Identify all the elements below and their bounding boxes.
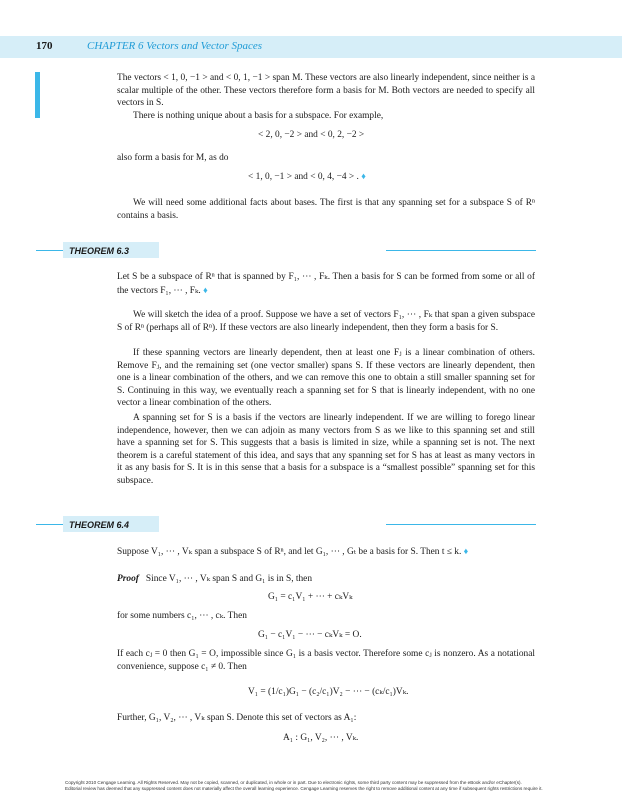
proof-label: Proof: [117, 574, 139, 584]
equation-equals-zero: G₁ − c₁V₁ − ⋯ − cₖVₖ = O.: [258, 630, 362, 640]
paragraph-not-unique: There is nothing unique about a basis for a subspace. For example,: [133, 111, 384, 121]
theorem-6-3-statement: Let S be a subspace of Rⁿ that is spanned by F₁, ⋯ , Fₖ. Then a basis for S can be formed from some or all of the vectors F₁, ⋯ , Fₖ. ♦: [117, 272, 535, 296]
equation-v1-solved: V₁ = (1/c₁)G₁ − (c₂/c₁)V₂ − ⋯ − (cₖ/c₁)Vₖ.: [248, 687, 409, 697]
paragraph-basis-m: The vectors < 1, 0, −1 > and < 0, 1, −1 > span M. These vectors are also linearly independent, since neither is a scalar multiple of the other. These vectors therefore form a basis for M. Both vectors are needed to specify all vectors in S.: [117, 73, 535, 109]
equation-example-basis: < 2, 0, −2 > and < 0, 2, −2 >: [258, 130, 365, 140]
chapter-title: CHAPTER 6 Vectors and Vector Spaces: [87, 40, 263, 52]
theorem-rule-left: [36, 250, 64, 251]
end-theorem-icon: ♦: [203, 284, 208, 295]
paragraph-some-numbers: for some numbers c₁, ⋯ , cₖ. Then: [117, 611, 247, 621]
end-example-icon: ♦: [361, 171, 366, 181]
paragraph-if-each: If each cⱼ = 0 then G₁ = O, impossible since G₁ is a basis vector. Therefore some cⱼ is nonzero. As a notational convenience, suppose c₁ ≠ 0. Then: [117, 649, 535, 672]
paragraph-dependent: If these spanning vectors are linearly dependent, then at least one Fⱼ is a linear combination of others. Remove Fⱼ, and the remaining set (one vector smaller) spans S. If these vectors are linearly dependent, then one is a linear combination of the others, and we can remove this one to obtain a still smaller spanning set for S. Continuing in this way, we eventually reach a spanning set for S that is linearly independent, with no one vector a linear combination of the others.: [117, 348, 535, 409]
paragraph-further: Further, G₁, V₂, ⋯ , Vₖ span S. Denote this set of vectors as A₁:: [117, 713, 357, 723]
paragraph-also-form: also form a basis for M, as do: [117, 153, 229, 163]
theorem-rule-left: [36, 524, 64, 525]
paragraph-proof-sketch: We will sketch the idea of a proof. Suppose we have a set of vectors F₁, ⋯ , Fₖ that span a given subspace S of Rⁿ (perhaps all of Rⁿ). If these vectors are also linearly independent, then they form a basis for S.: [117, 310, 535, 333]
equation-set-a1: A₁ : G₁, V₂, ⋯ , Vₖ.: [283, 733, 359, 743]
paragraph-additional-facts: We will need some additional facts about bases. The first is that any spanning set for a subspace S of Rⁿ contains a basis.: [117, 198, 535, 221]
margin-marker: [35, 72, 40, 118]
theorem-rule-right: [386, 250, 536, 251]
theorem-6-3-label: THEOREM 6.3: [69, 246, 130, 256]
theorem-6-4-statement: Suppose V₁, ⋯ , Vₖ span a subspace S of Rⁿ, and let G₁, ⋯ , Gₜ be a basis for S. Then t ≤ k. ♦: [117, 546, 469, 557]
equation-g1-combination: G₁ = c₁V₁ + ⋯ + cₖVₖ: [268, 592, 353, 602]
copyright-line-1: Copyright 2010 Cengage Learning. All Rights Reserved. May not be copied, scanned, or duplicated, in whole or in part. Due to electronic rights, some third party content may be suppressed from the eBook and/or eChapter(s).: [65, 780, 522, 785]
proof-intro: Proof Since V₁, ⋯ , Vₖ span S and G₁ is in S, then: [117, 574, 313, 584]
theorem-rule-right: [386, 524, 536, 525]
paragraph-spanning-set: A spanning set for S is a basis if the vectors are linearly independent. If we are willing to forego linear independence, however, then we can adjoin as many vectors from S as we like to this spanning set and still have a spanning set for S. This suggests that a basis is limited in size, while a spanning set is not. The next theorem is a careful statement of this idea, and says that any spanning set for S has at least as many vectors in it as any basis for S. It is in this sense that a basis for a subspace is a “smallest possible” spanning set for this subspace.: [117, 413, 535, 486]
page-number: 170: [36, 40, 53, 52]
end-theorem-icon: ♦: [463, 546, 469, 556]
theorem-6-4-label: THEOREM 6.4: [69, 520, 130, 530]
equation-second-basis: < 1, 0, −1 > and < 0, 4, −4 > . ♦: [248, 171, 366, 182]
copyright-line-2: Editorial review has deemed that any suppressed content does not materially affect the overall learning experience. Cengage Learning reserves the right to remove additional content at any time if subsequent rights restrictions require it.: [65, 786, 543, 791]
